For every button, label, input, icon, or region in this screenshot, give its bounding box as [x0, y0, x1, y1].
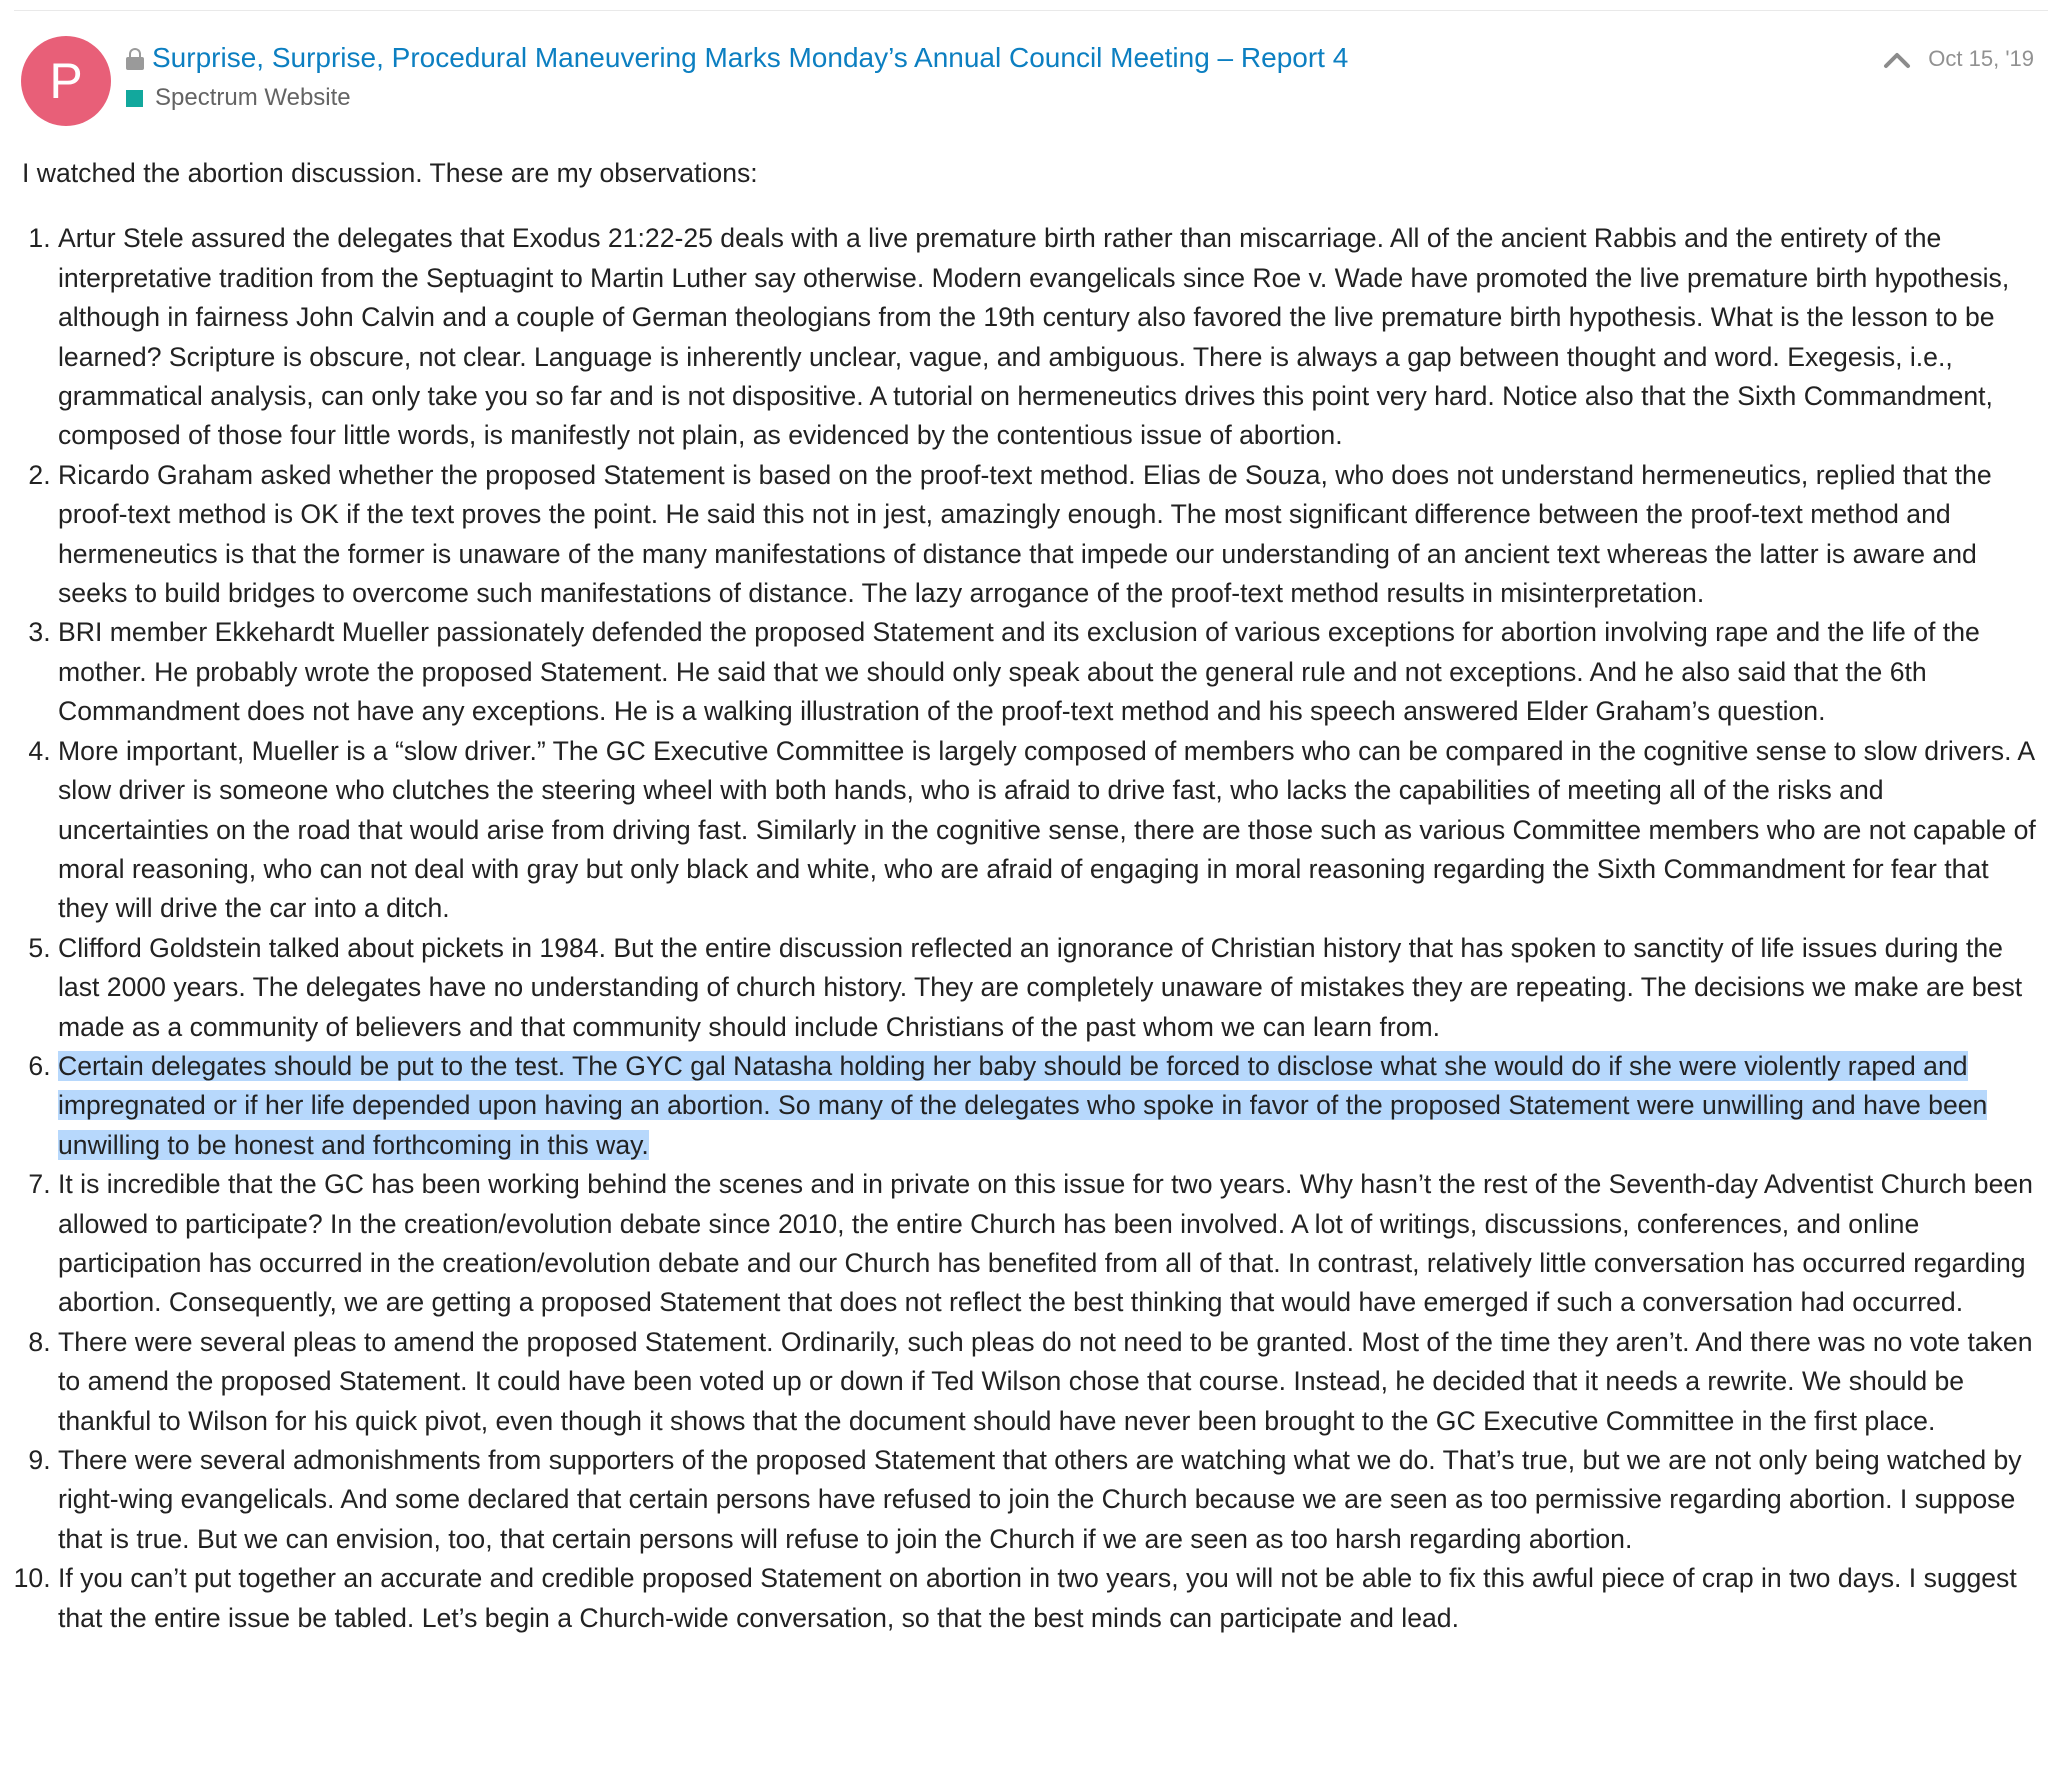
list-item: [58, 732, 2038, 929]
post-body: [22, 154, 2038, 1638]
post-date[interactable]: Oct 15, '19: [1928, 46, 2034, 71]
post-intro: I watched the abortion discussion. These are my observations:: [22, 158, 758, 188]
list-item: [58, 613, 2038, 731]
topic-title-link[interactable]: Surprise, Surprise, Procedural Maneuvering Marks Monday’s Annual Council Meeting – Report 4: [152, 42, 1349, 73]
list-item: [58, 1165, 2038, 1323]
list-item-text: BRI member Ekkehardt Mueller passionately defended the proposed Statement and its exclusion of various exceptions for abortion involving rape and the life of the mother. He probably wrote the proposed Statement. He said that we should only speak about the general rule and not exceptions. And he also said that the 6th Commandment does not have any exceptions. He is a walking illustration of the proof-text method and his speech answered Elder Graham’s question.: [58, 617, 1980, 727]
list-item: [58, 1323, 2038, 1441]
avatar[interactable]: P: [21, 36, 111, 126]
list-item: [58, 1559, 2038, 1638]
list-item-text: It is incredible that the GC has been working behind the scenes and in private on this issue for two years. Why hasn’t the rest of the Seventh-day Adventist Church been allowed to participate? In the creation/evolution debate since 2010, the entire Church has been involved. A lot of writings, discussions, conferences, and online participation has occurred in the creation/evolution debate and our Church has benefited from all of that. In contrast, relatively little conversation has occurred regarding abortion. Consequently, we are getting a proposed Statement that does not reflect the best thinking that would have emerged if such a conversation had occurred.: [58, 1169, 2033, 1318]
list-item: [58, 1441, 2038, 1559]
topic-header: [126, 38, 1348, 78]
list-item-text: Artur Stele assured the delegates that Exodus 21:22-25 deals with a live premature birth rather than miscarriage. All of the ancient Rabbis and the entirety of the interpretative tradition from the Septuagint to Martin Luther say otherwise. Modern evangelicals since Roe v. Wade have promoted the live premature birth hypothesis, although in fairness John Calvin and a couple of German theologians from the 19th century also favored the live premature birth hypothesis. What is the lesson to be learned? Scripture is obscure, not clear. Language is inherently unclear, vague, and ambiguous. There is always a gap between thought and word. Exegesis, i.e., grammatical analysis, can only take you so far and is not dispositive. A tutorial on hermeneutics drives this point very hard. Notice also that the Sixth Commandment, composed of those four little words, is manifestly not plain, as evidenced by the contentious issue of abortion.: [58, 223, 2010, 451]
list-item: [58, 1047, 2038, 1165]
chevron-up-icon[interactable]: [1882, 50, 1912, 70]
list-item: [58, 219, 2038, 455]
list-item-text: Clifford Goldstein talked about pickets in 1984. But the entire discussion reflected an ignorance of Christian history that has spoken to sanctity of life issues during the last 2000 years. The delegates have no understanding of church history. They are completely unaware of mistakes they are repeating. The decisions we make are best made as a community of believers and that community should include Christians of the past whom we can learn from.: [58, 932, 2023, 1042]
list-item: [58, 456, 2038, 614]
category-name[interactable]: Spectrum Website: [155, 84, 351, 111]
list-item-text: There were several admonishments from supporters of the proposed Statement that others are watching what we do. That’s true, but we are not only being watched by right-wing evangelicals. And some declared that certain persons have refused to join the Church because we are seen as too permissive regarding abortion. I suppose that is true. But we can envision, too, that certain persons will refuse to join the Church if we are seen as too harsh regarding abortion.: [58, 1445, 2022, 1554]
category-badge[interactable]: [126, 82, 351, 114]
highlighted-text-selection: Certain delegates should be put to the test. The GYC gal Natasha holding her baby should be forced to disclose what she would do if she were violently raped and impregnated or if her life depended upon having an abortion. So many of the delegates who spoke in favor of the proposed Statement were unwilling and have been unwilling to be honest and forthcoming in this way.: [58, 1050, 1988, 1160]
list-item-text: More important, Mueller is a “slow driver.” The GC Executive Committee is largely composed of members who can be compared in the cognitive sense to slow drivers. A slow driver is someone who clutches the steering wheel with both hands, who is afraid to drive fast, who lacks the capabilities of meeting all of the risks and uncertainties on the road that would arise from driving fast. Similarly in the cognitive sense, there are those such as various Committee members who are not capable of moral reasoning, who can not deal with gray but only black and white, who are afraid of engaging in moral reasoning regarding the Sixth Commandment for fear that they will drive the car into a ditch.: [58, 735, 2036, 924]
list-item-text: There were several pleas to amend the proposed Statement. Ordinarily, such pleas do not need to be granted. Most of the time they aren’t. And there was no vote taken to amend the proposed Statement. It could have been voted up or down if Ted Wilson chose that course. Instead, he decided that it needs a rewrite. We should be thankful to Wilson for his quick pivot, even though it shows that the document should have never been brought to the GC Executive Committee in the first place.: [58, 1326, 2033, 1436]
list-item-text: Ricardo Graham asked whether the proposed Statement is based on the proof-text method. Elias de Souza, who does not understand hermeneutics, replied that the proof-text method is OK if the text proves the point. He said this not in jest, amazingly enough. The most significant difference between the proof-text method and hermeneutics is that the former is unaware of the many manifestations of distance that impede our understanding of an ancient text whereas the latter is aware and seeks to build bridges to overcome such manifestations of distance. The lazy arrogance of the proof-text method results in misinterpretation.: [58, 459, 1992, 609]
top-divider: [14, 10, 2048, 11]
category-color-swatch: [126, 90, 143, 107]
list-item: [58, 929, 2038, 1047]
list-item-text: If you can’t put together an accurate and credible proposed Statement on abortion in two years, you will not be able to fix this awful piece of crap in two days. I suggest that the entire issue be tabled. Let’s begin a Church-wide conversation, so that the best minds can participate and lead.: [58, 1563, 2017, 1633]
observations-list: [22, 219, 2038, 1638]
lock-icon: [126, 48, 144, 70]
